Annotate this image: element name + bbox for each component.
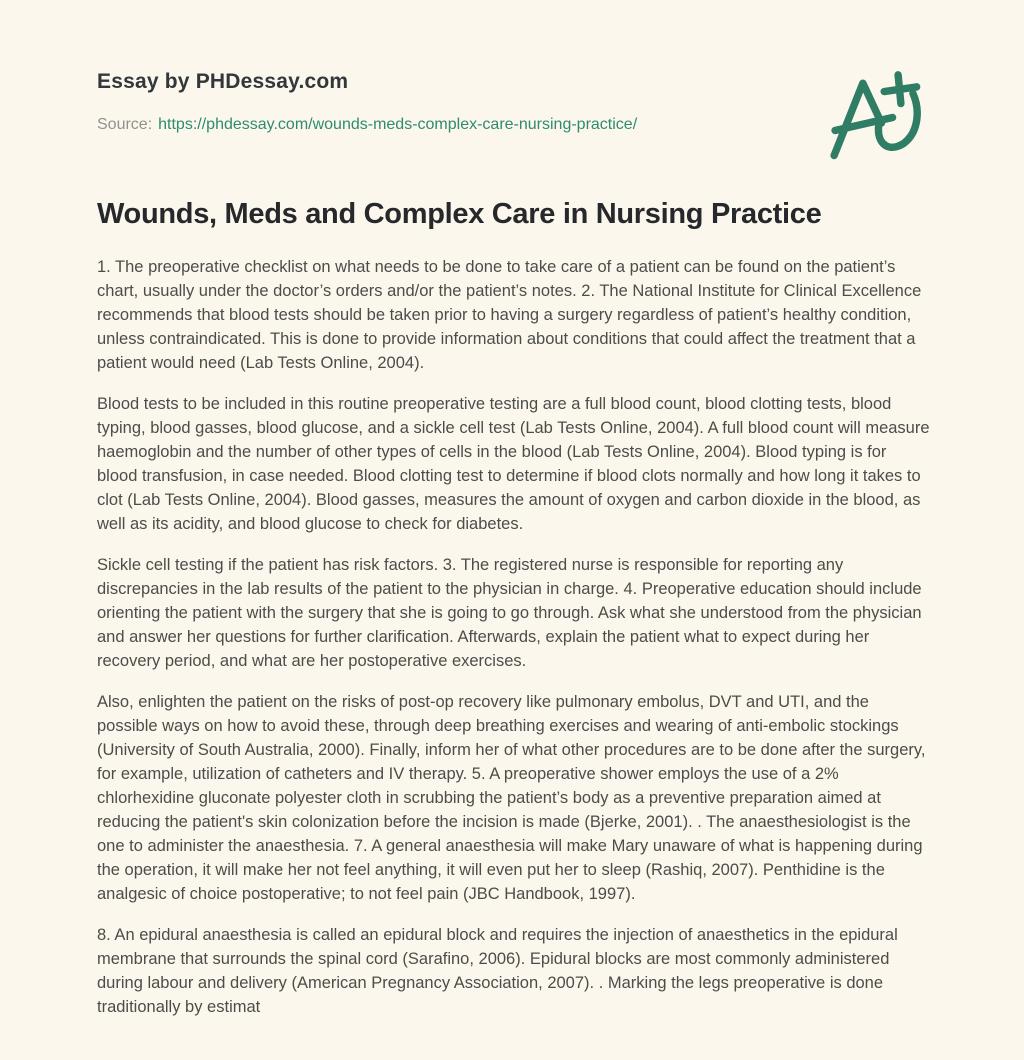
source-label: Source: [97, 116, 153, 133]
essay-paragraph-2: Blood tests to be included in this routine preoperative testing are a full blood count, blood clotting tests, blood typing, blood gasses, blood glucose, and a sickle cell test (Lab Tests Online, 2004). A full blood count will measure haemoglobin and the number of other types of cells in the blood (Lab Tests Online, 2004). Blood typing is for blood transfusion, in case needed. Blood clotting test to determine if blood clots normally and how long it takes to clot (Lab Tests Online, 2004). Blood gasses, measures the amount of oxygen and carbon dioxide in the blood, as well as its acidity, and blood glucose to check for diabetes. [97, 395, 930, 533]
essay-body [97, 198, 930, 1019]
essay-paragraph-3: Sickle cell testing if the patient has risk factors. 3. The registered nurse is responsible for reporting any discrepancies in the lab results of the patient to the physician in charge. 4. Preoperative education should include orienting the patient with the surgery that she is going to go through. Ask what she understood from the physician and answer her questions for further clarification. Afterwards, explain the patient what to expect during her recovery period, and what are her postoperative exercises. [97, 556, 922, 670]
source-link[interactable]: https://phdessay.com/wounds-meds-complex-care-nursing-practice/ [158, 116, 638, 133]
page-header [97, 70, 930, 134]
source-line [97, 116, 930, 134]
essay-title: Wounds, Meds and Complex Care in Nursing Practice [97, 198, 822, 230]
essay-paragraph-4: Also, enlighten the patient on the risks of post-op recovery like pulmonary embolus, DVT and UTI, and the possible ways on how to avoid these, through deep breathing exercises and wearing of anti-embolic stockings (University of South Australia, 2000). Finally, inform her of what other procedures are to be done after the surgery, for example, utilization of catheters and IV therapy. 5. A preoperative shower employs the use of a 2% chlorhexidine gluconate polyester cloth in scrubbing the patient’s body as a preventive preparation aimed at reducing the patient's skin colonization before the incision is made (Bjerke, 2001). . The anaesthesiologist is the one to administer the anaesthesia. 7. A general anaesthesia will make Mary unaware of what is happening during the operation, it will make her not feel anything, it will even put her to sleep (Rashiq, 2007). Penthidine is the analgesic of choice postoperative; to not feel pain (JBC Handbook, 1997). [97, 693, 926, 903]
byline: Essay by PHDessay.com [97, 70, 349, 93]
a-plus-logo-icon [816, 60, 932, 162]
phdessay-logo [816, 60, 932, 162]
essay-paragraph-1: 1. The preoperative checklist on what needs to be done to take care of a patient can be found on the patient’s chart, usually under the doctor’s orders and/or the patient’s notes. 2. The National Institute for Clinical Excellence recommends that blood tests should be taken prior to having a surgery regardless of patient’s healthy condition, unless contraindicated. This is done to provide information about conditions that could affect the treatment that a patient would need (Lab Tests Online, 2004). [97, 258, 922, 372]
essay-paragraph-5: 8. An epidural anaesthesia is called an epidural block and requires the injection of anaesthetics in the epidural membrane that surrounds the spinal cord (Sarafino, 2006). Epidural blocks are most commonly administered during labour and delivery (American Pregnancy Association, 2007). . Marking the legs preoperative is done traditionally by estimat [97, 926, 898, 1016]
